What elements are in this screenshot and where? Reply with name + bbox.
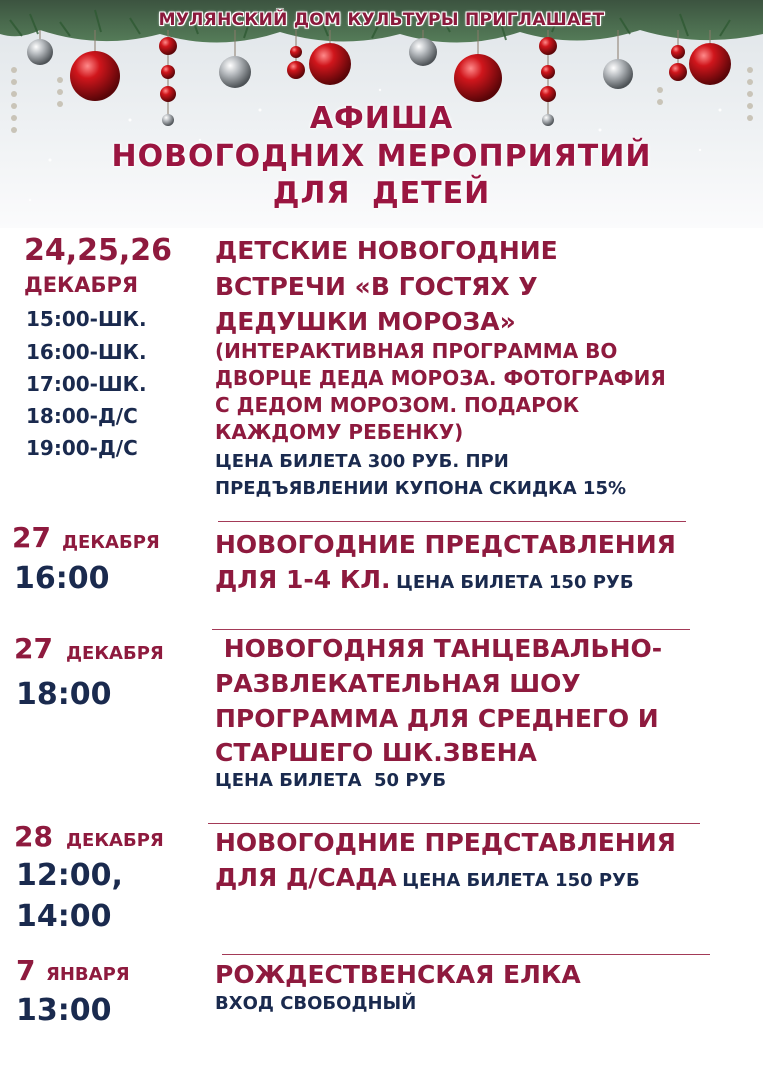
divider: [218, 521, 686, 522]
event-time: 18:00: [16, 677, 112, 712]
event-time: 13:00: [16, 993, 112, 1028]
event-title: РОЖДЕСТВЕНСКАЯ ЕЛКА: [215, 960, 581, 989]
event-title: НОВОГОДНИЕ ПРЕДСТАВЛЕНИЯ: [215, 828, 676, 857]
event-date-day: 27: [14, 632, 53, 665]
poster-title-line-2: НОВОГОДНИХ МЕРОПРИЯТИЙ: [111, 139, 652, 174]
event-time: 17:00-ШК.: [26, 372, 147, 396]
event-price: ЦЕНА БИЛЕТА 150 РУБ: [396, 572, 634, 593]
event-date-day: 7: [16, 954, 36, 987]
organizer-banner: МУЛЯНСКИЙ ДОМ КУЛЬТУРЫ ПРИГЛАШАЕТ: [158, 10, 605, 30]
event-description: С ДЕДОМ МОРОЗОМ. ПОДАРОК: [215, 393, 580, 417]
event-title: НОВОГОДНЯЯ ТАНЦЕВАЛЬНО-: [215, 634, 663, 663]
event-date-month: ДЕКАБРЯ: [66, 643, 164, 664]
event-time: 19:00-Д/С: [26, 436, 138, 460]
event-price: ПРЕДЪЯВЛЕНИИ КУПОНА СКИДКА 15%: [215, 478, 627, 499]
divider: [222, 954, 710, 955]
event-time: 14:00: [16, 899, 112, 934]
event-description: (ИНТЕРАКТИВНАЯ ПРОГРАММА ВО: [215, 339, 618, 363]
event-price: ЦЕНА БИЛЕТА 300 РУБ. ПРИ: [215, 451, 509, 472]
divider: [212, 629, 690, 630]
event-time: 16:00: [14, 561, 110, 596]
event-title: НОВОГОДНИЕ ПРЕДСТАВЛЕНИЯ: [215, 530, 676, 559]
event-title: РАЗВЛЕКАТЕЛЬНАЯ ШОУ: [215, 669, 581, 698]
event-date-day: 28: [14, 820, 53, 853]
event-date-day: 27: [12, 521, 51, 554]
event-title: ДЛЯ 1-4 КЛ.: [215, 565, 391, 594]
event-description: КАЖДОМУ РЕБЕНКУ): [215, 420, 464, 444]
event-date-month: ДЕКАБРЯ: [62, 532, 160, 553]
event-title-with-price: [215, 863, 640, 892]
event-time: 12:00,: [16, 858, 123, 893]
event-time: 18:00-Д/С: [26, 404, 138, 428]
event-price: ВХОД СВОБОДНЫЙ: [215, 993, 417, 1014]
event-title: СТАРШЕГО ШК.ЗВЕНА: [215, 738, 537, 767]
header-decoration: [0, 0, 763, 228]
event-price: ЦЕНА БИЛЕТА 50 РУБ: [215, 770, 447, 791]
event-title: ДЕДУШКИ МОРОЗА»: [215, 307, 516, 336]
event-price: ЦЕНА БИЛЕТА 150 РУБ: [402, 870, 640, 891]
event-date-days: 24,25,26: [24, 233, 173, 268]
event-title: ДЕТСКИЕ НОВОГОДНИЕ: [215, 236, 558, 265]
divider: [208, 823, 700, 824]
poster-title-line-3: ДЛЯ ДЕТЕЙ: [272, 176, 491, 211]
event-title: ПРОГРАММА ДЛЯ СРЕДНЕГО И: [215, 704, 659, 733]
event-description: ДВОРЦЕ ДЕДА МОРОЗА. ФОТОГРАФИЯ: [215, 366, 666, 390]
event-time: 15:00-ШК.: [26, 307, 147, 331]
event-title: ДЛЯ Д/САДА: [215, 863, 397, 892]
event-title-with-price: [215, 565, 634, 594]
event-date-month: ДЕКАБРЯ: [24, 273, 139, 297]
poster-title-line-1: АФИША: [309, 101, 454, 136]
event-date-month: ЯНВАРЯ: [46, 964, 130, 985]
event-title: ВСТРЕЧИ «В ГОСТЯХ У: [215, 272, 538, 301]
event-date-month: ДЕКАБРЯ: [66, 830, 164, 851]
event-time: 16:00-ШК.: [26, 340, 147, 364]
